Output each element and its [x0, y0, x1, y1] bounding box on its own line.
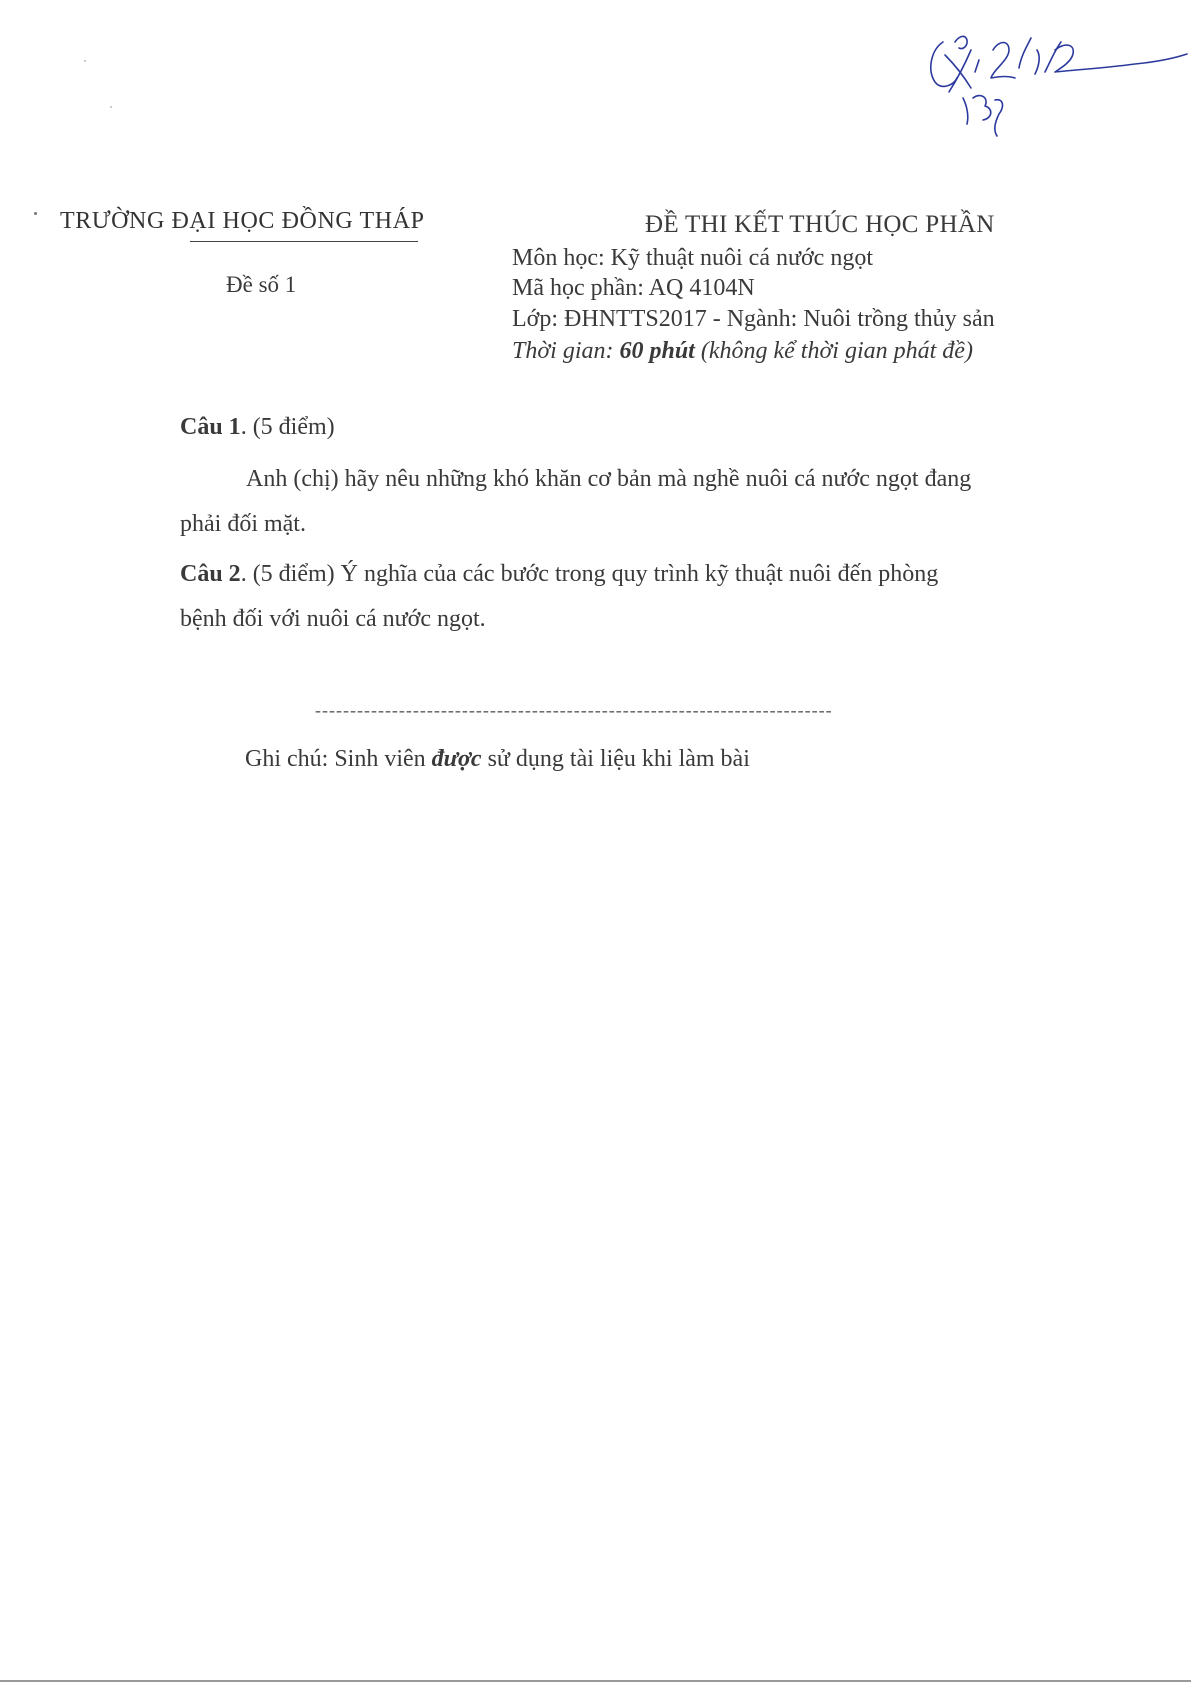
class-value: ĐHNTTS2017 - Ngành: Nuôi trồng thủy sản: [564, 306, 995, 332]
question-1-points: . (5 điểm): [240, 414, 335, 440]
subject-label: Môn học:: [512, 245, 605, 271]
question-2-text-line-2: bệnh đối với nuôi cá nước ngọt.: [180, 606, 486, 632]
question-2-text-line-1: Ý nghĩa của các bước trong quy trình kỹ thuật nuôi đến phòng: [334, 561, 939, 587]
scan-speck: [110, 106, 112, 108]
scan-speck: [84, 60, 86, 62]
question-1-label: Câu 1: [180, 414, 241, 440]
class-label: Lớp:: [512, 306, 559, 332]
course-code-line: [512, 275, 755, 302]
class-line: [512, 306, 995, 333]
course-code-value: AQ 4104N: [648, 275, 755, 301]
handwritten-signature: [905, 20, 1190, 145]
dashed-divider: --------------------------------------------------------------------------: [315, 700, 833, 720]
question-1-text-line-1: Anh (chị) hãy nêu những khó khăn cơ bản mà nghề nuôi cá nước ngọt đang: [246, 466, 972, 492]
subject-value: Kỹ thuật nuôi cá nước ngọt: [610, 245, 873, 271]
question-2-heading: [180, 562, 938, 586]
school-name: TRƯỜNG ĐẠI HỌC ĐỒNG THÁP: [60, 208, 425, 234]
time-value: 60 phút: [619, 338, 695, 364]
scan-speck: [34, 212, 37, 215]
time-line: [512, 338, 973, 365]
time-note: (không kể thời gian phát đề): [700, 338, 973, 364]
question-2-label: Câu 2: [180, 561, 241, 587]
school-underline: [190, 241, 418, 242]
exam-number: Đề số 1: [226, 272, 297, 297]
note-suffix: sử dụng tài liệu khi làm bài: [481, 746, 750, 772]
question-1-heading: [180, 415, 335, 439]
exam-title: ĐỀ THI KẾT THÚC HỌC PHẦN: [645, 211, 995, 238]
exam-note: [245, 746, 750, 773]
question-1-text-line-2: phải đối mặt.: [180, 511, 306, 537]
note-prefix: Ghi chú: Sinh viên: [245, 746, 432, 772]
scan-edge-line: [0, 1680, 1191, 1682]
time-label: Thời gian:: [512, 338, 614, 364]
question-2-points: . (5 điểm): [240, 561, 335, 587]
note-emphasis: được: [431, 746, 482, 772]
subject-line: [512, 245, 873, 272]
course-code-label: Mã học phần:: [512, 275, 644, 301]
